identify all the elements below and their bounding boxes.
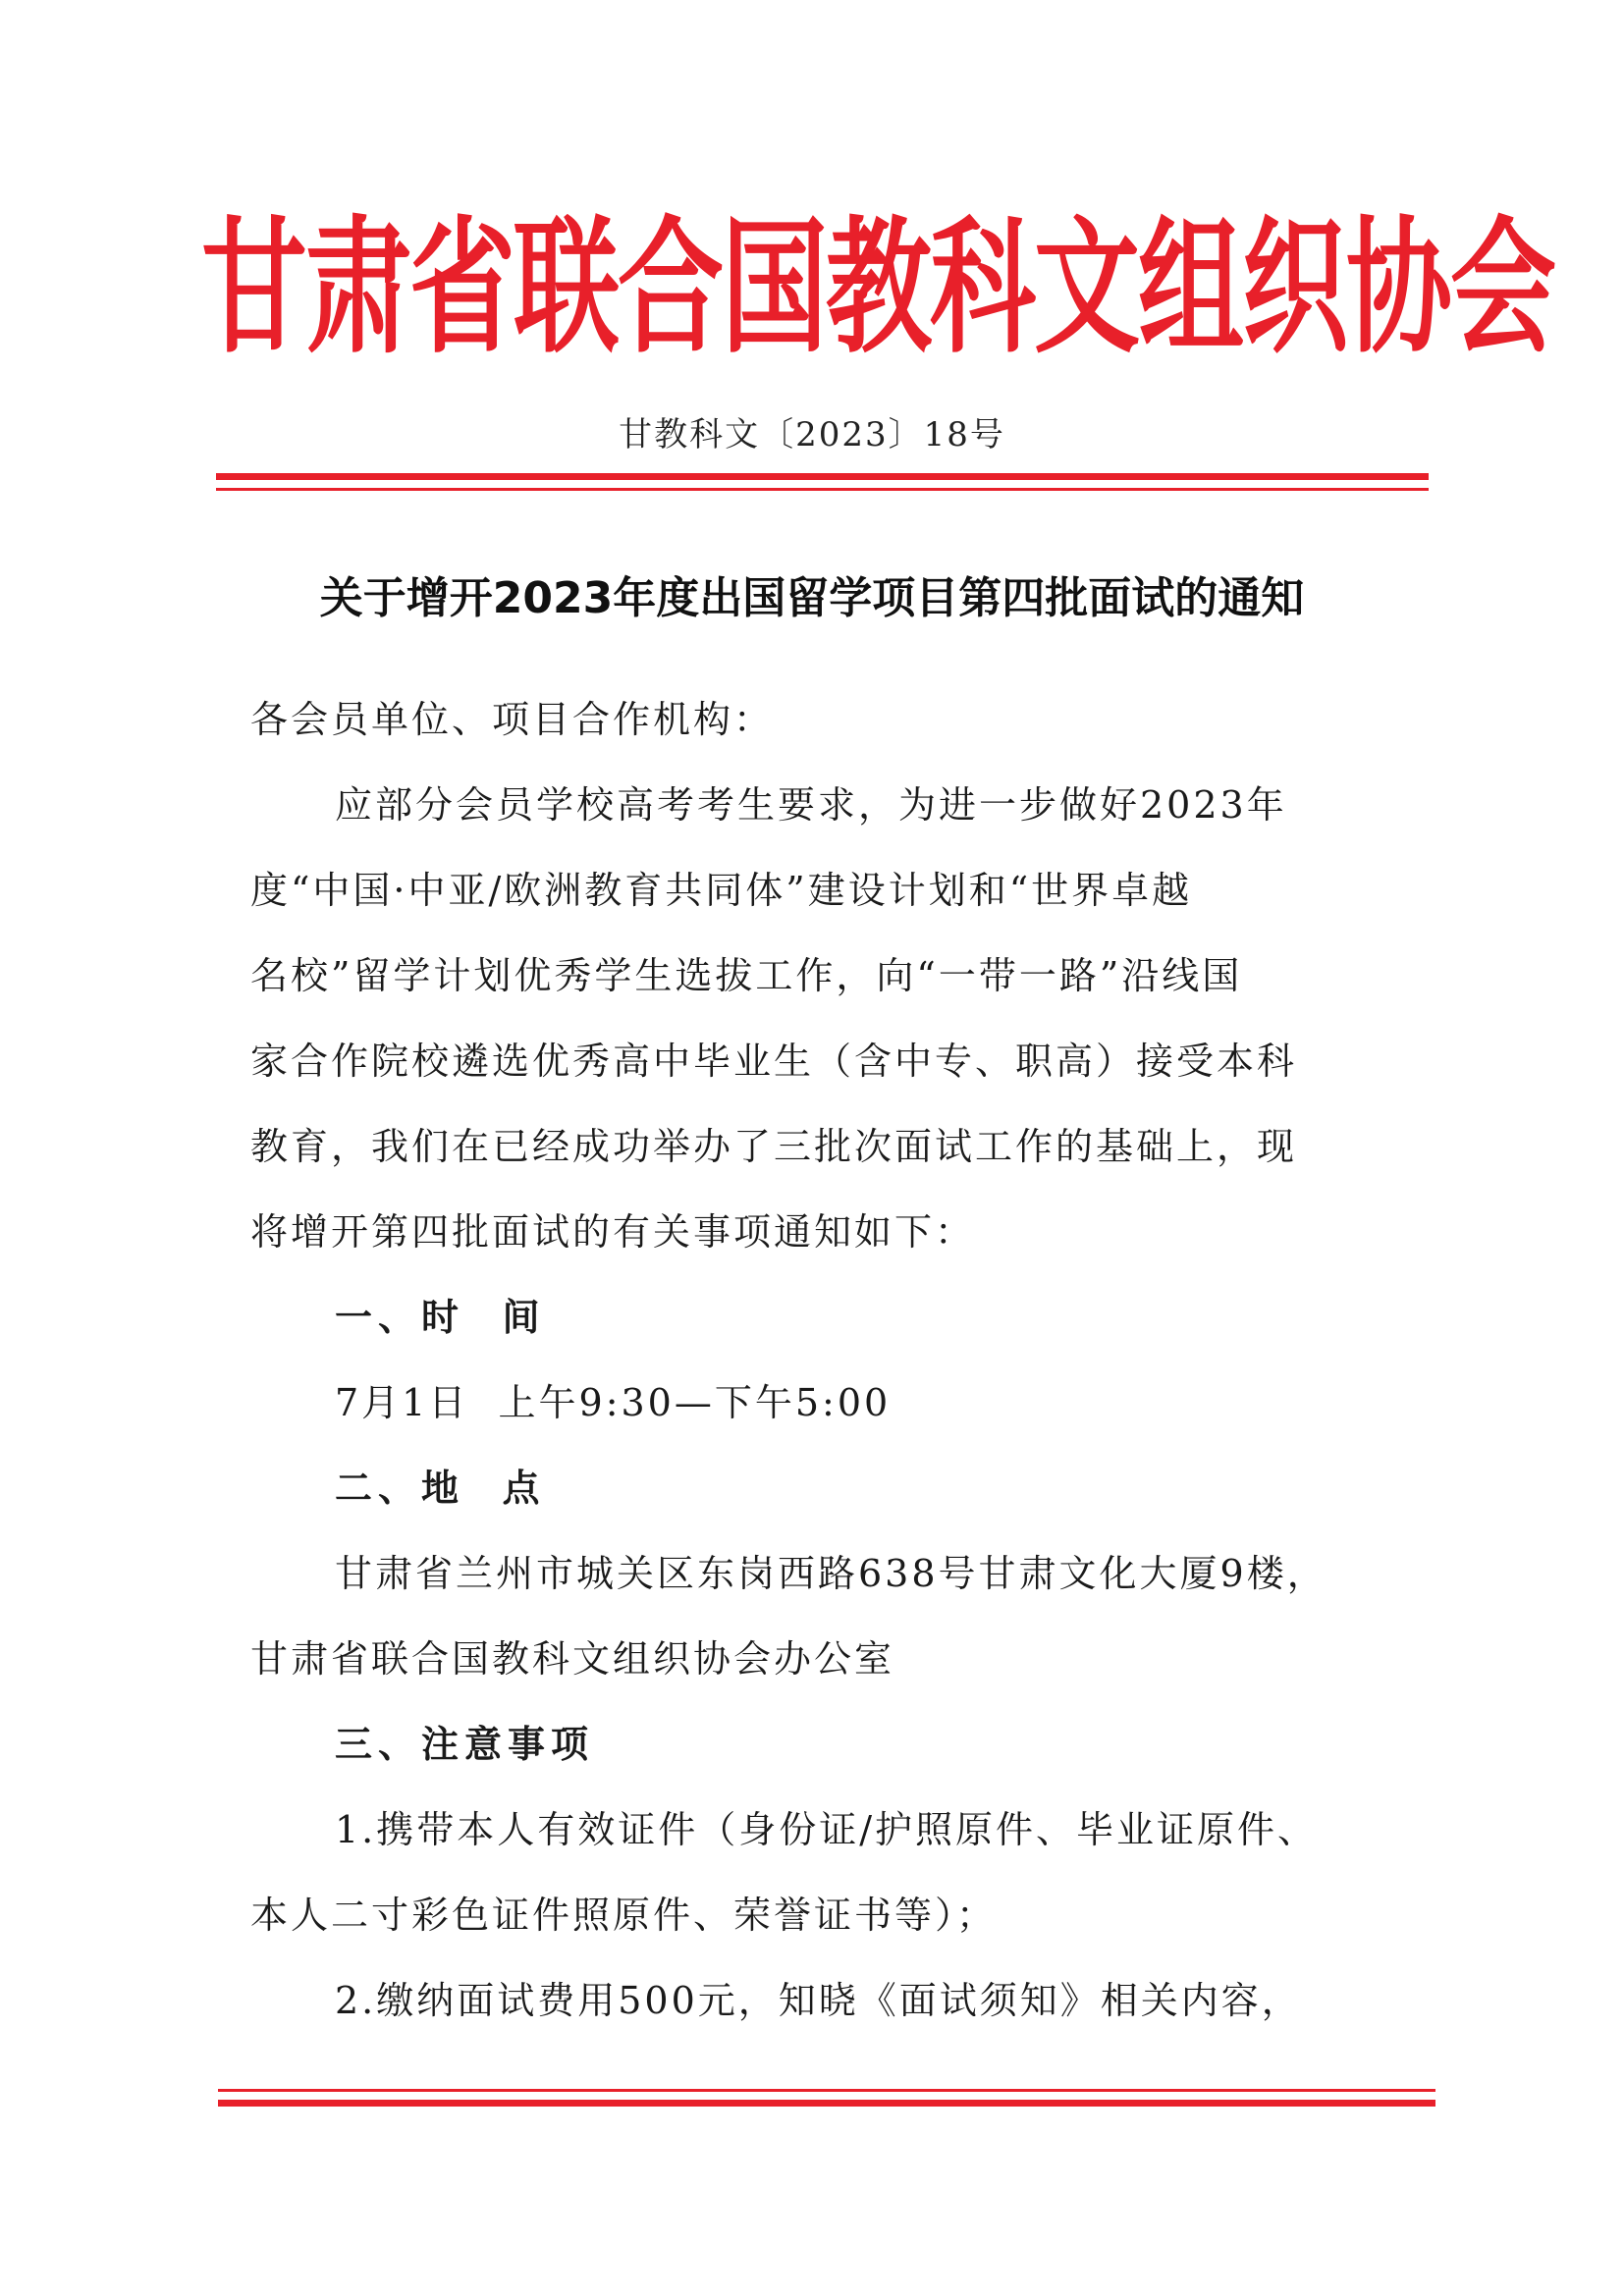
notice-title: 关于增开2023年度出国留学项目第四批面试的通知 (319, 573, 1305, 623)
intro-line: 将增开第四批面试的有关事项通知如下： (250, 1210, 976, 1254)
organization-masthead: 甘肃省联合国教科文组织协会 (201, 204, 1555, 374)
salutation: 各会员单位、项目合作机构： (250, 698, 775, 741)
document-number: 甘教科文〔2023〕18号 (619, 415, 1005, 454)
footer-rule-thick (218, 2100, 1435, 2107)
section-notes-heading: 三、注意事项 (335, 1723, 595, 1766)
footer-rule-thin (218, 2089, 1435, 2092)
notes-item-line: 1.携带本人有效证件（身份证/护照原件、毕业证原件、 (335, 1808, 1319, 1851)
section-time-heading: 一、时 间 (335, 1296, 546, 1339)
section-time-text: 7月1日 上午9:30—下午5:00 (335, 1381, 892, 1424)
section-location-heading: 二、地 点 (335, 1467, 546, 1510)
intro-line: 教育，我们在已经成功举办了三批次面试工作的基础上，现 (250, 1125, 1298, 1168)
intro-line: 应部分会员学校高考考生要求，为进一步做好2023年 (335, 783, 1287, 827)
header-rule-thick (216, 473, 1429, 480)
intro-line: 家合作院校遴选优秀高中毕业生（含中专、职高）接受本科 (250, 1040, 1298, 1083)
location-line: 甘肃省联合国教科文组织协会办公室 (250, 1637, 895, 1681)
intro-line: 名校”留学计划优秀学生选拔工作，向“一带一路”沿线国 (250, 954, 1243, 997)
section-location-text (250, 1531, 1380, 1702)
header-rule-thin (216, 488, 1429, 491)
intro-paragraph (250, 763, 1380, 1275)
notes-item-1 (250, 1788, 1380, 1958)
location-line: 甘肃省兰州市城关区东岗西路638号甘肃文化大厦9楼， (335, 1552, 1327, 1595)
notes-item-line: 本人二寸彩色证件照原件、荣誉证书等）； (250, 1894, 998, 1937)
intro-line: 度“中国·中亚/欧洲教育共同体”建设计划和“世界卓越 (250, 869, 1193, 912)
notes-item-2: 2.缴纳面试费用500元，知晓《面试须知》相关内容， (335, 1979, 1302, 2022)
